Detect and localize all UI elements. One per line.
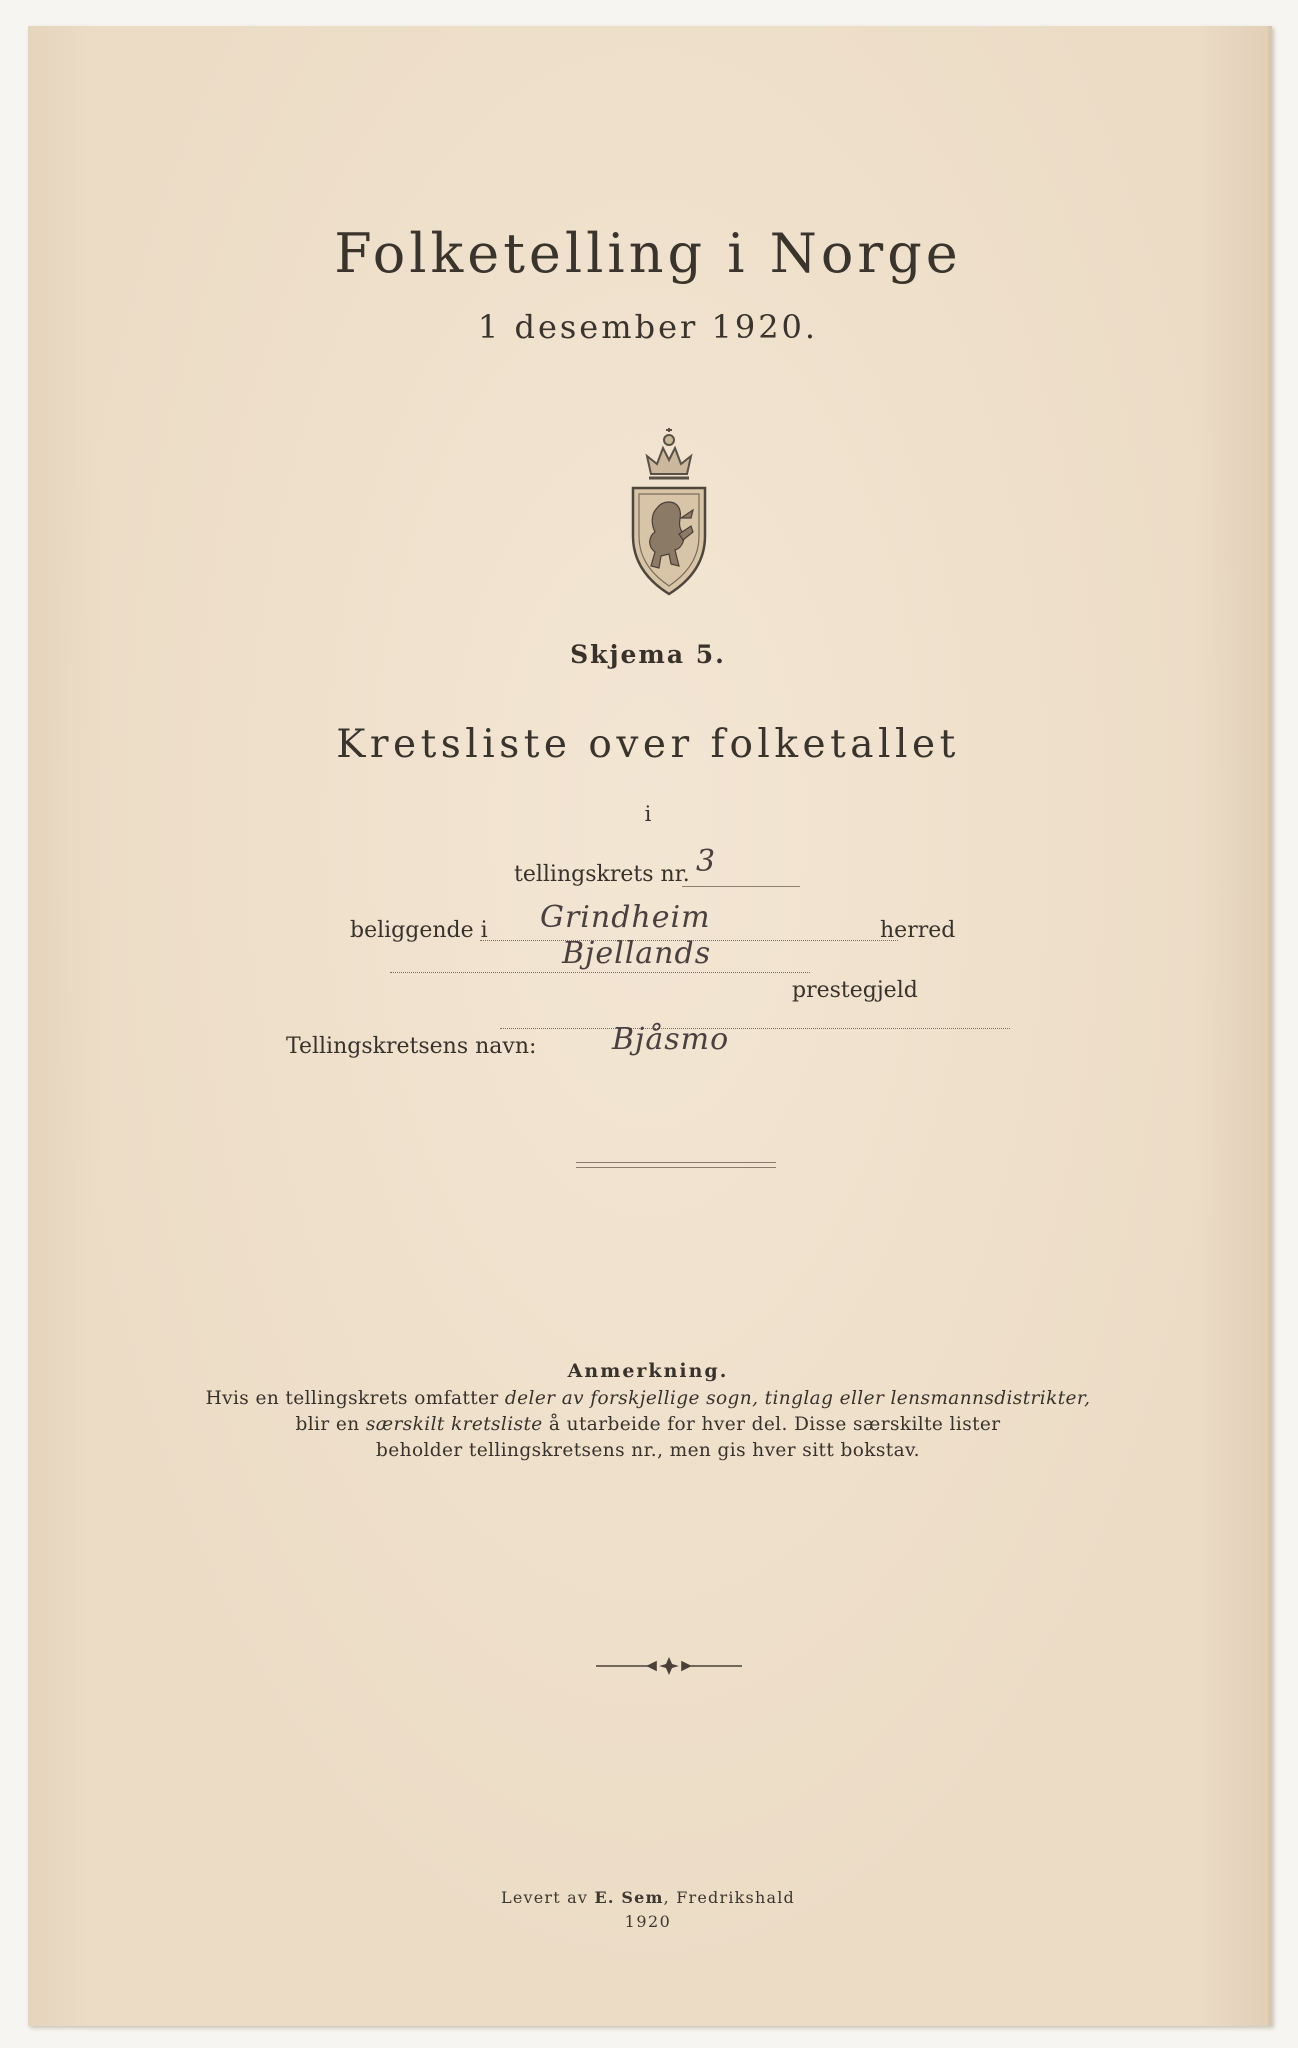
printer-credit [28,1888,1268,1907]
municipality-suffix: herred [880,918,956,943]
note-line-1-text: Hvis en tellingskrets omfatter [205,1388,505,1409]
section-divider [576,1162,776,1168]
preposition-label: i [644,802,652,826]
note-line-2-emphasis: særskilt kretsliste [365,1414,543,1435]
document-subtitle: Kretsliste over folketallet [336,722,960,767]
parish-suffix: prestegjeld [792,978,918,1003]
district-name-label: Tellingskretsens navn: [286,1034,537,1059]
note-heading: Anmerkning. [567,1360,729,1382]
printer-prefix: Levert av [501,1888,595,1907]
municipality-value: Grindheim [540,900,711,935]
document-title: Folketelling i Norge [334,222,962,285]
ornament-divider-icon [594,1656,744,1676]
note-line-1-emphasis: deler av forskjellige sogn, tinglag eller lensmannsdistrikter, [504,1388,1091,1409]
census-form-page [28,26,1272,2026]
located-label: beliggende i [350,918,488,943]
note-line-1 [28,1388,1268,1409]
printer-name: E. Sem [594,1888,664,1907]
printer-suffix: , Fredrikshald [663,1888,795,1907]
district-number-line [682,886,800,887]
norwegian-coat-of-arms-icon [621,426,717,598]
note-line-2-text-c: å utarbeide for hver del. Disse særskilte lister [542,1414,1001,1435]
printer-year: 1920 [624,1912,672,1931]
document-date: 1 desember 1920. [477,308,819,346]
district-number-label: tellingskrets nr. [514,862,690,887]
note-line-3: beholder tellingskretsens nr., men gis hver sitt bokstav. [376,1440,920,1461]
schema-label: Skjema 5. [570,640,726,669]
district-number-value: 3 [696,844,717,879]
district-name-line [500,1028,1010,1029]
district-name-value: Bjåsmo [612,1022,730,1057]
parish-line [390,972,810,973]
parish-value: Bjellands [562,936,712,971]
note-line-2-text-a: blir en [295,1414,366,1435]
note-line-2 [28,1414,1268,1435]
